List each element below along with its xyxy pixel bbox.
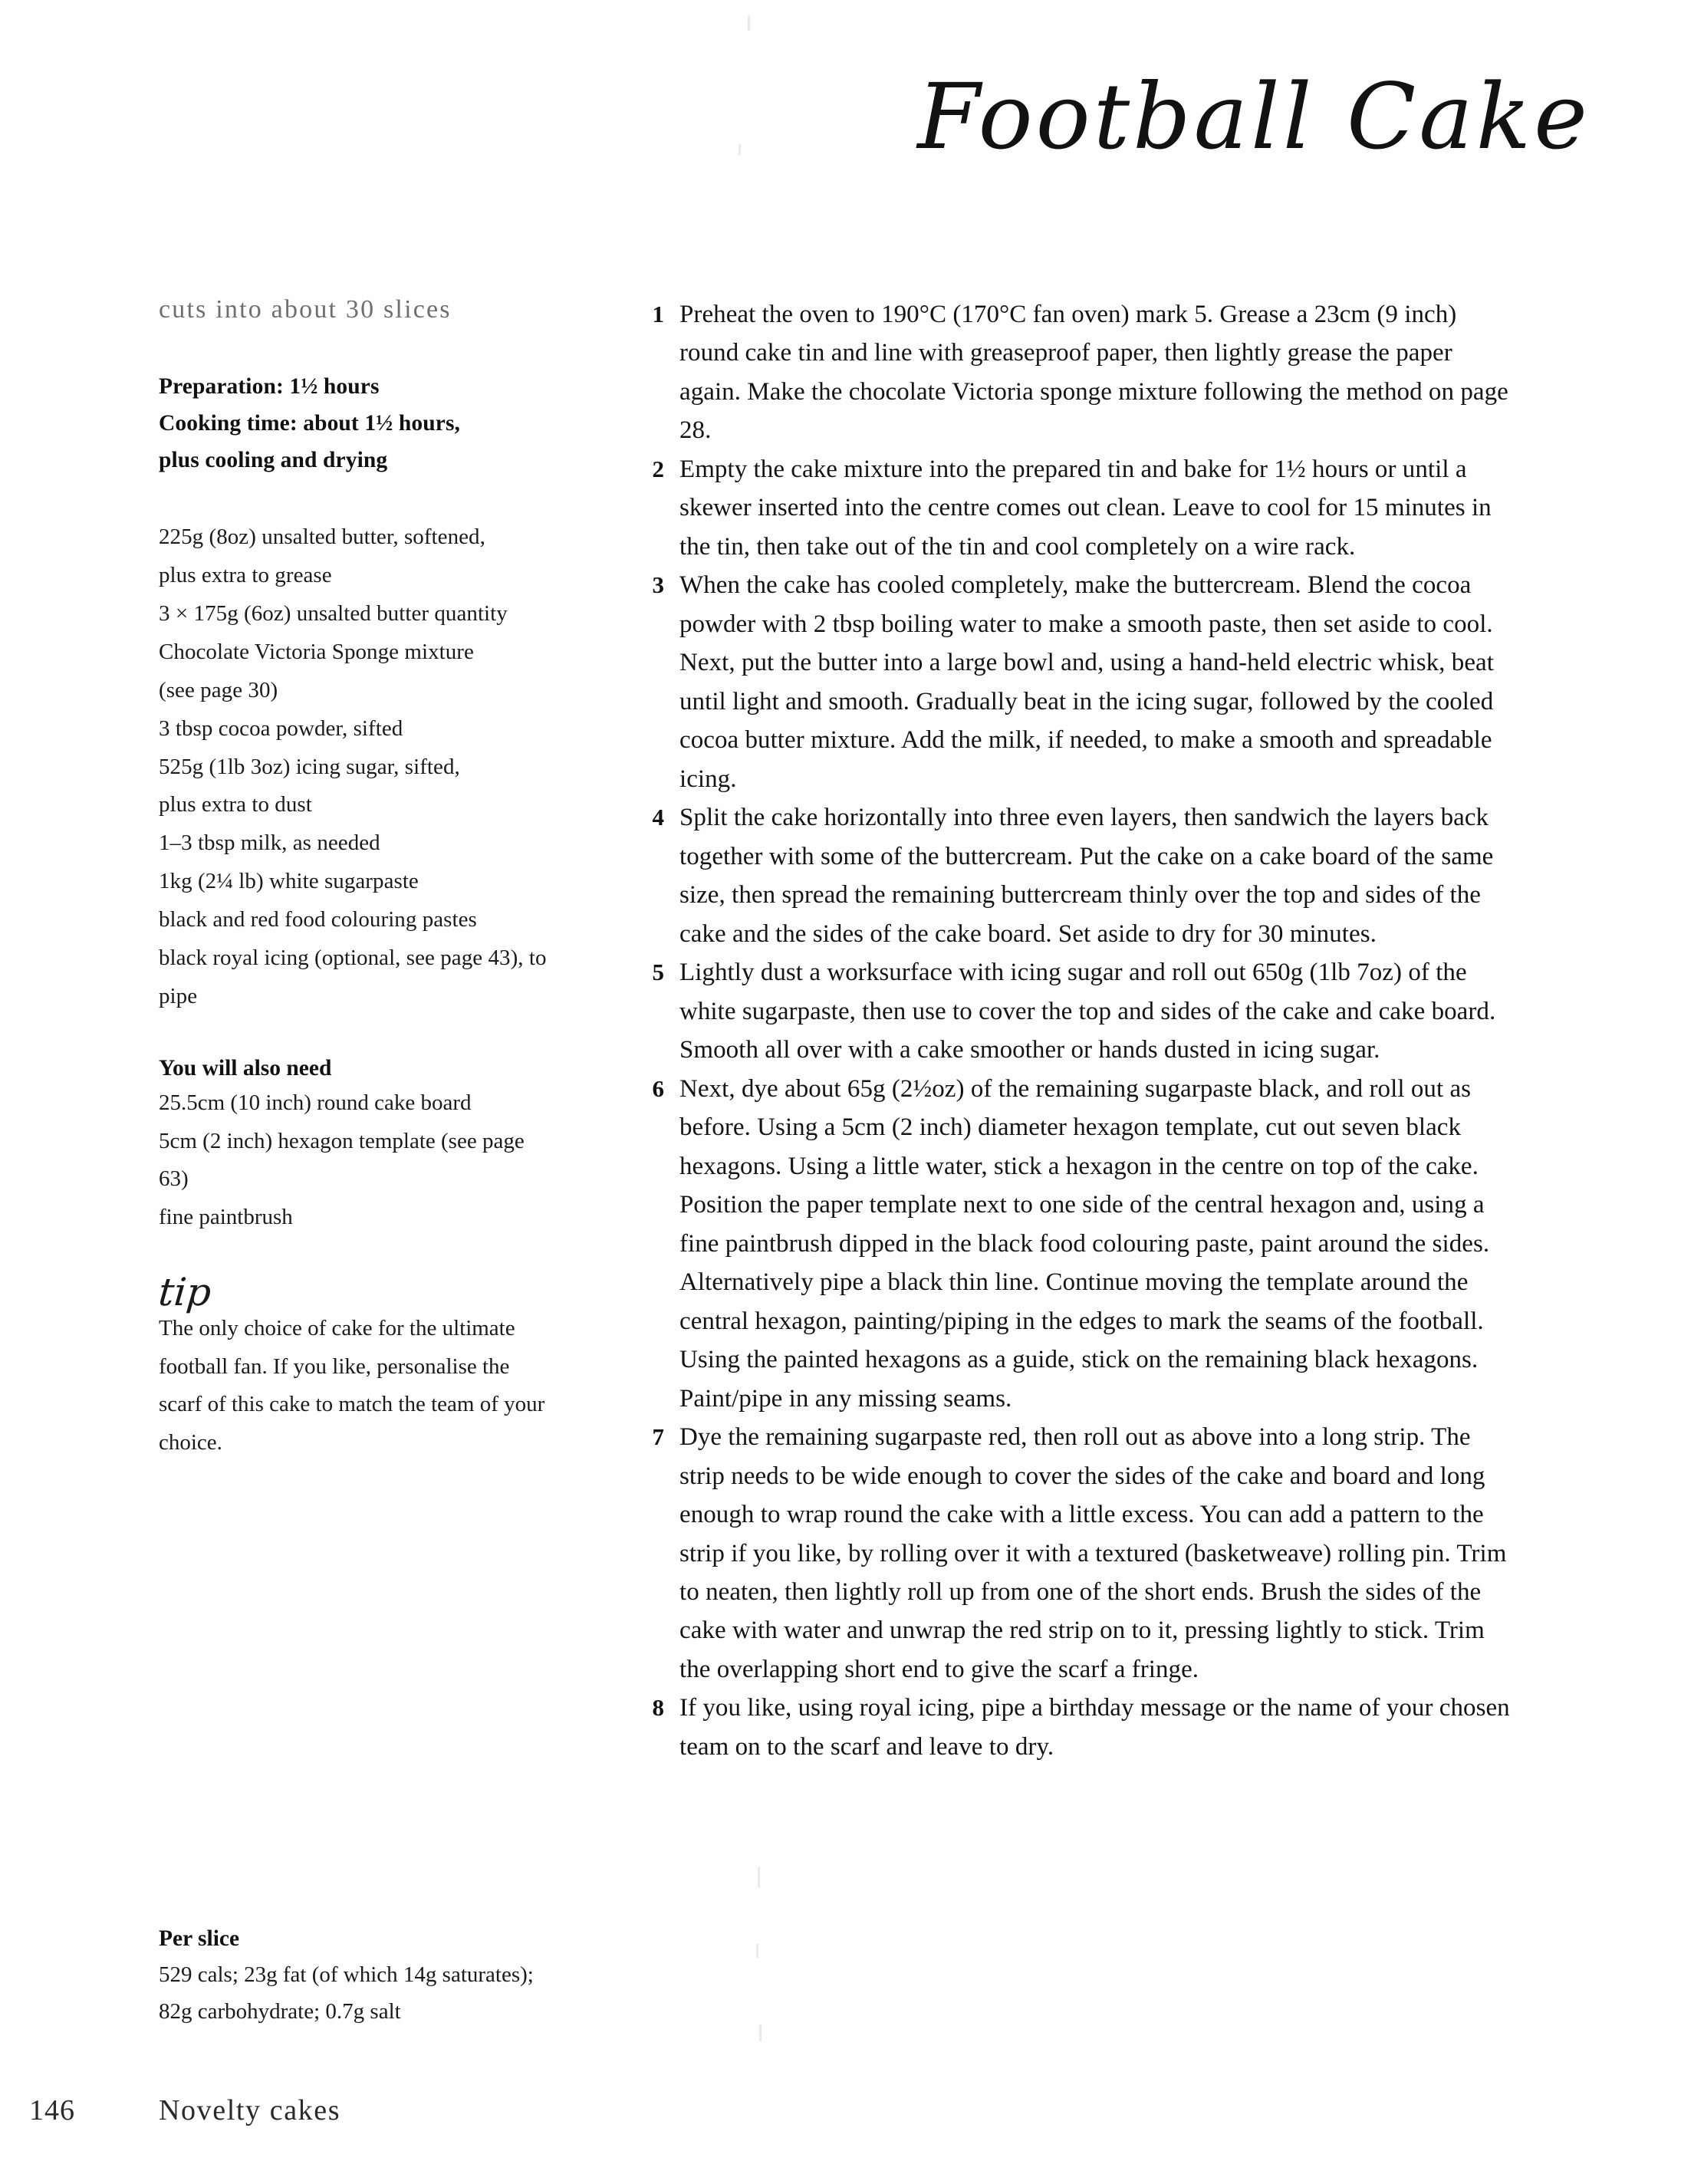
step-text: If you like, using royal icing, pipe a birthday message or the name of your chosen team on to the scarf and leave to dry. (679, 1694, 1510, 1761)
page-title: Football Cake (917, 64, 1591, 169)
ingredient-line: plus extra to grease (159, 563, 332, 588)
nutrition-line-2: 82g carbohydrate; 0.7g salt (159, 1999, 401, 2024)
step-number: 6 (652, 1074, 664, 1102)
ingredient-line: black royal icing (optional, see page 43), to (159, 945, 547, 970)
step-number: 1 (652, 301, 664, 327)
page-number: 146 (29, 2094, 75, 2126)
ingredient-line: 3 tbsp cocoa powder, sifted (159, 715, 403, 741)
step-text: Dye the remaining sugarpaste red, then roll out as above into a long strip. The strip needs to be wide enough to cover the sides of the cake and board and long enough to wrap round the cake with a little excess. You can add a pattern to the strip if you like, by rolling over it with a textured (basketweave) rolling pin. Trim to neaten, then lightly roll up from one of the short ends. Brush the sides of the cake with water and unwrap the red strip on to it, pressing lightly to stick. Trim the overlapping short end to give the scarf a fringe. (679, 1423, 1507, 1683)
method-steps (629, 295, 1518, 1766)
step-text: When the cake has cooled completely, make the buttercream. Blend the cocoa powder with 2 tbsp boiling water to make a smooth paste, then set aside to cool. Next, put the butter into a large bowl and, using a hand-held electric whisk, beat until light and smooth. Gradually beat in the icing sugar, followed by the cooled cocoa butter mixture. Add the milk, if needed, to make a smooth and spreadable icing. (679, 571, 1494, 793)
step-number: 5 (652, 959, 664, 986)
step-number: 3 (652, 571, 664, 599)
step-number: 2 (652, 455, 664, 482)
method-step (629, 1689, 1518, 1766)
ingredient-line: 1–3 tbsp milk, as needed (159, 831, 380, 856)
equipment-list (159, 1084, 558, 1238)
equipment-line: 5cm (2 inch) hexagon template (see page 63) (159, 1128, 525, 1192)
timing-block (159, 369, 558, 479)
method-step (629, 295, 1518, 450)
ingredients-list (159, 518, 558, 1015)
page-title-container (0, 64, 1591, 169)
preparation-time: Preparation: 1½ hours (159, 374, 380, 399)
scan-artifact (759, 2024, 762, 2041)
page-footer (0, 2094, 1681, 2140)
ingredient-line: 525g (1lb 3oz) icing sugar, sifted, (159, 754, 460, 779)
nutrition-block (159, 1926, 573, 2030)
recipe-info-column (156, 295, 558, 1462)
step-number: 8 (652, 1694, 664, 1722)
ingredient-line: plus extra to dust (159, 792, 312, 817)
ingredient-line: black and red food colouring pastes (159, 907, 477, 932)
ingredient-line: pipe (159, 983, 198, 1008)
step-text: Empty the cake mixture into the prepared tin and bake for 1½ hours or until a skewer inserted into the centre comes out clean. Leave to cool for 15 minutes in the tin, then take out of the tin and cool completely on a wire rack. (679, 455, 1492, 561)
method-step (629, 566, 1518, 798)
step-text: Next, dye about 65g (2½oz) of the remaining sugarpaste black, and roll out as before. Using a 5cm (2 inch) diameter hexagon template, cut out seven black hexagons. Using a little water, stick a hexagon in the centre on top of the cake. Position the paper template next to one side of the central hexagon and, using a fine paintbrush dipped in the black food colouring paste, paint around the sides. Alternatively pipe a black thin line. Continue moving the template around the central hexagon, painting/piping in the edges to mark the seams of the football. Using the painted hexagons as a guide, stick on the remaining black hexagons. Paint/pipe in any missing seams. (679, 1074, 1490, 1413)
equipment-heading: You will also need (159, 1055, 332, 1080)
yield-label: cuts into about 30 slices (159, 295, 452, 324)
method-step (629, 1418, 1518, 1689)
method-step (629, 798, 1518, 953)
equipment-line: fine paintbrush (159, 1205, 293, 1230)
step-number: 4 (652, 804, 664, 831)
ingredient-line: 1kg (2¼ lb) white sugarpaste (159, 869, 419, 894)
scan-artifact (756, 1944, 758, 1958)
tip-body: The only choice of cake for the ultimate football fan. If you like, personalise the scarf of this cake to match the team of your choice. (159, 1315, 545, 1455)
step-text: Preheat the oven to 190°C (170°C fan oven) mark 5. Grease a 23cm (9 inch) round cake tin and line with greaseproof paper, then lightly grease the paper again. Make the chocolate Victoria sponge mixture following the method on page 28. (679, 301, 1508, 445)
ingredient-line: Chocolate Victoria Sponge mixture (159, 639, 474, 664)
chapter-name: Novelty cakes (159, 2094, 341, 2126)
ingredient-line: 3 × 175g (6oz) unsalted butter quantity (159, 601, 508, 627)
method-step (629, 953, 1518, 1069)
cooking-time-line-1: Cooking time: about 1½ hours, (159, 410, 460, 436)
nutrition-line-1: 529 cals; 23g fat (of which 14g saturates); (159, 1962, 534, 1987)
cooking-time-line-2: plus cooling and drying (159, 447, 388, 472)
nutrition-heading: Per slice (159, 1926, 240, 1951)
method-step (629, 1070, 1518, 1418)
method-step (629, 450, 1518, 566)
equipment-line: 25.5cm (10 inch) round cake board (159, 1090, 472, 1115)
step-text: Split the cake horizontally into three even layers, then sandwich the layers back together with some of the buttercream. Put the cake on a cake board of the same size, then spread the remaining buttercream thinly over the top and sides of the cake and the sides of the cake board. Set aside to dry for 30 minutes. (679, 804, 1494, 948)
step-text: Lightly dust a worksurface with icing sugar and roll out 650g (1lb 7oz) of the white sugarpaste, then use to cover the top and sides of the cake and cake board. Smooth all over with a cake smoother or hands dusted in icing sugar. (679, 959, 1496, 1064)
scan-artifact (748, 15, 750, 31)
scan-artifact (758, 1867, 760, 1887)
scan-artifact (739, 144, 741, 155)
step-number: 7 (652, 1423, 664, 1451)
tip-heading: tip (156, 1270, 213, 1315)
ingredient-line: 225g (8oz) unsalted butter, softened, (159, 525, 485, 550)
ingredient-line: (see page 30) (159, 677, 278, 702)
